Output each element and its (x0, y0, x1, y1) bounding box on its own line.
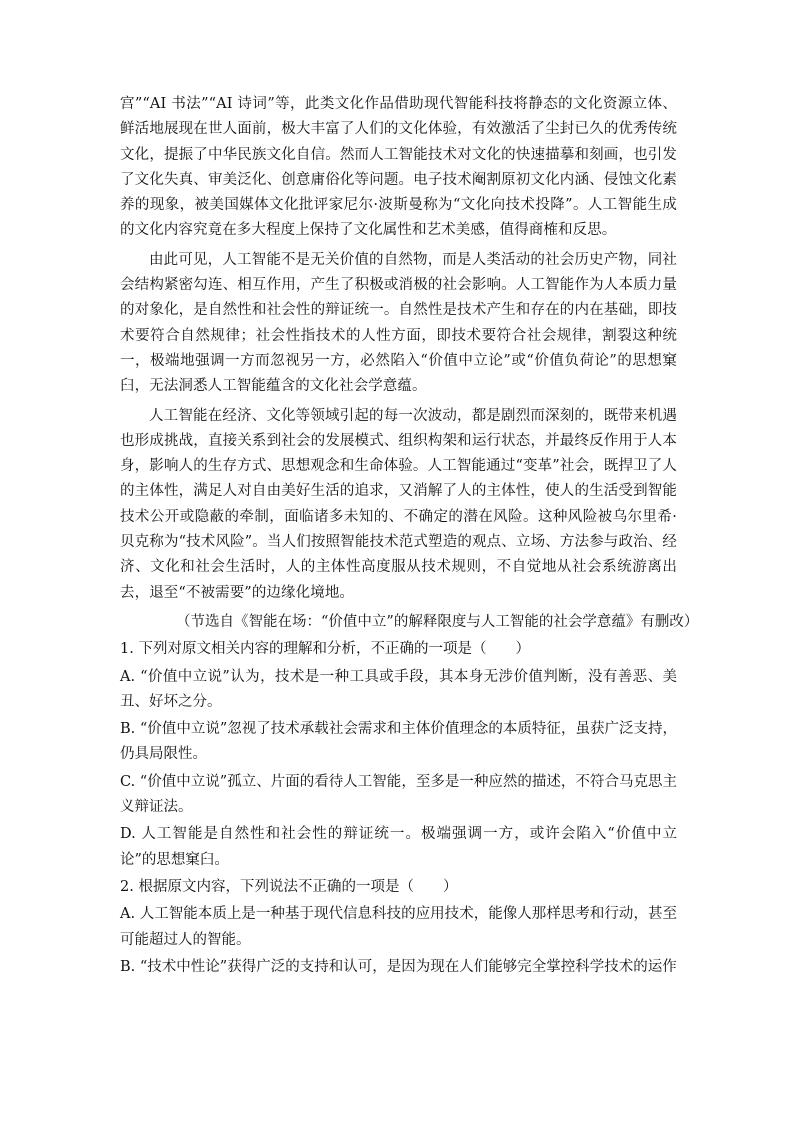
question-option: D. 人工智能是自然性和社会性的辩证统一。极端强调一方，或许会陷入“价值中立论”的思想窠臼。 (120, 826, 677, 868)
question-2 (120, 875, 677, 980)
question-1 (120, 637, 677, 873)
question-option: B. “技术中性论”获得广泛的支持和认可，是因为现在人们能够完全掌控科学技术的运作 (120, 958, 677, 975)
question-option: A. 人工智能本质上是一种基于现代信息科技的应用技术，能像人那样思考和行动，甚至可能超过人的智能。 (120, 906, 677, 948)
question-option: C. “价值中立说”孤立、片面的看待人工智能，至多是一种应然的描述，不符合马克思主义辩证法。 (120, 773, 677, 816)
question-stem: 2. 根据原文内容，下列说法不正确的一项是（ ） (120, 878, 458, 895)
question-stem: 1. 下列对原文相关内容的理解和分析，不正确的一项是（ ） (120, 641, 530, 658)
article-paragraph-2: 由此可见，人工智能不是无关价值的自然物，而是人类活动的社会历史产物，同社会结构紧密勾连、相互作用，产生了积极或消极的社会影响。人工智能作为人本质力量的对象化，是自然性和社会性的辩证统一。自然性是技术产生和存在的内在基础，即技术要符合自然规律；社会性指技术的人性方面，即技术要符合社会规律，割裂这种统一，极端地强调一方而忽视另一方，必然陷入“价值中立论”或“价值负荷论”的思想窠臼，无法洞悉人工智能蕴含的文化社会学意蕴。 (120, 251, 677, 395)
article-paragraph-1: 宫”“AI 书法”“AI 诗词”等，此类文化作品借助现代智能科技将静态的文化资源立体、鲜活地展现在世人面前，极大丰富了人们的文化体验，有效激活了尘封已久的优秀传统文化，提振了中华民族文化自信。然而人工智能技术对文化的快速描摹和刻画，也引发了文化失真、审美泛化、创意庸俗化等问题。电子技术阉割原初文化内涵、侵蚀文化素养的现象，被美国媒体文化批评家尼尔·波斯曼称为“文化向技术投降”。人工智能生成的文化内容究竟在多大程度上保持了文化属性和艺术美感，值得商榷和反思。 (120, 96, 677, 239)
article-paragraph-3: 人工智能在经济、文化等领域引起的每一次波动，都是剧烈而深刻的，既带来机遇也形成挑战，直接关系到社会的发展模式、组织构架和运行状态，并最终反作用于人本身，影响人的生存方式、思想观念和生命体验。人工智能通过“变革”社会，既捍卫了人的主体性，满足人对自由美好生活的追求，又消解了人的主体性，使人的生活受到智能技术公开或隐蔽的牵制，面临诸多未知的、不确定的潜在风险。这种风险被乌尔里希·贝克称为“技术风险”。当人们按照智能技术范式塑造的观点、立场、方法参与政治、经济、文化和社会生活时，人的主体性高度服从技术规则，不自觉地从社会系统游离出去，退至“不被需要”的边缘化境地。 (120, 407, 677, 601)
article-source-note: （节选自《智能在场：“价值中立”的解释限度与人工智能的社会学意蕴》有删改） (176, 613, 699, 630)
question-option: A. “价值中立说”认为，技术是一种工具或手段，其本身无涉价值判断，没有善恶、美丑、好坏之分。 (120, 668, 677, 710)
question-option: B. “价值中立说”忽视了技术承载社会需求和主体价值理念的本质特征，虽获广泛支持，仍具局限性。 (120, 721, 677, 763)
